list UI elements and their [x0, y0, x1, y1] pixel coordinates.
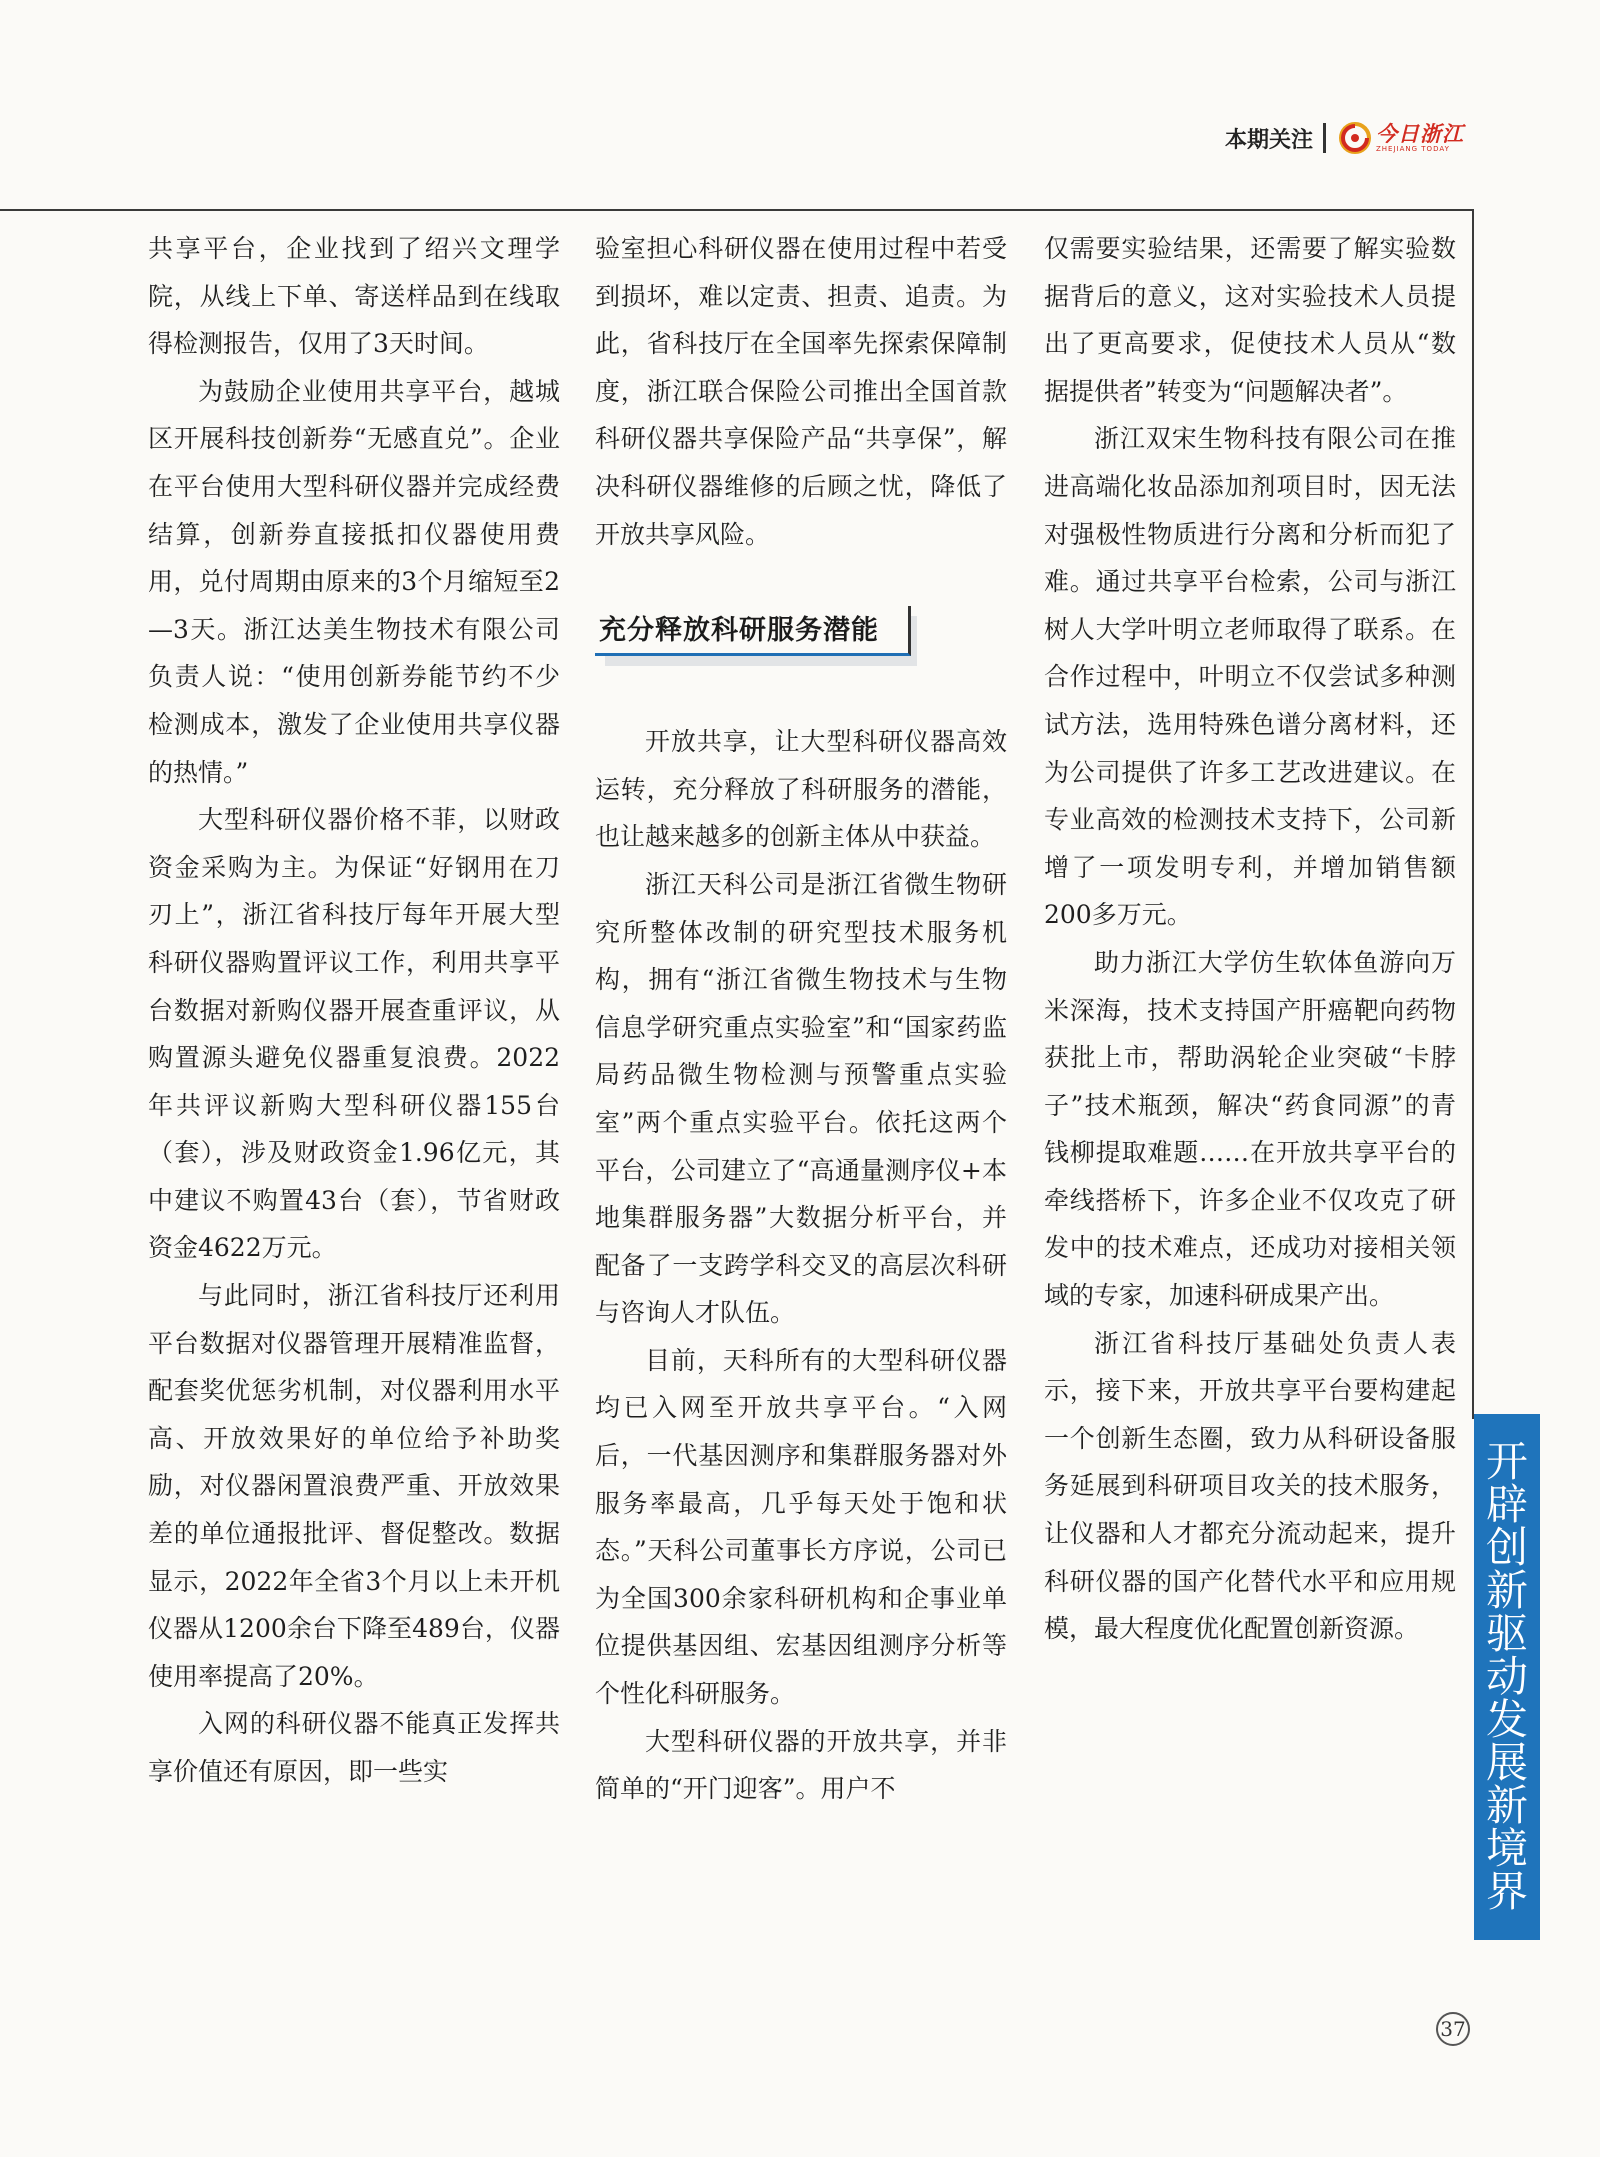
logo-english-text: ZHEJIANG TODAY — [1376, 145, 1450, 153]
paragraph: 浙江天科公司是浙江省微生物研究所整体改制的研究型技术服务机构，拥有“浙江省微生物技术与生物信息学研究重点实验室”和“国家药监局药品微生物检测与预警重点实验室”两个重点实验平台。依托这两个平台，公司建立了“高通量测序仪+本地集群服务器”大数据分析平台，并配备了一支跨学科交叉的高层次科研与咨询人才队伍。 — [595, 869, 1007, 1328]
header-divider — [1323, 123, 1326, 153]
magazine-logo — [1338, 121, 1464, 155]
paragraph: 为鼓励企业使用共享平台，越城区开展科技创新券“无感直兑”。企业在平台使用大型科研仪器并完成经费结算，创新券直接抵扣仪器使用费用，兑付周期由原来的3个月缩短至2—3天。浙江达美生物技术有限公司负责人说：“使用创新券能节约不少检测成本，激发了企业使用共享仪器的热情。” — [148, 376, 560, 787]
logo-swirl-icon — [1338, 121, 1372, 155]
top-rule — [0, 209, 1474, 211]
text-column-3 — [1044, 225, 1456, 1955]
text-column-1 — [148, 225, 560, 1955]
paragraph: 验室担心科研仪器在使用过程中若受到损坏，难以定责、担责、追责。为此，省科技厅在全国率先探索保障制度，浙江联合保险公司推出全国首款科研仪器共享保险产品“共享保”，解决科研仪器维修的后顾之忧，降低了开放共享风险。 — [595, 234, 1007, 549]
page-header — [1225, 118, 1464, 158]
paragraph: 大型科研仪器的开放共享，并非简单的“开门迎客”。用户不 — [595, 1726, 1007, 1804]
right-rule — [1472, 209, 1474, 1419]
text-column-2 — [595, 225, 1007, 1955]
subheading: 充分释放科研服务潜能 — [599, 615, 879, 647]
paragraph: 大型科研仪器价格不菲，以财政资金采购为主。为保证“好钢用在刀刃上”，浙江省科技厅每年开展大型科研仪器购置评议工作，利用共享平台数据对新购仪器开展查重评议，从购置源头避免仪器重复浪费。2022年共评议新购大型科研仪器155台（套），涉及财政资金1.96亿元，其中建议不购置43台（套），节省财政资金4622万元。 — [148, 805, 560, 1263]
paragraph: 目前，天科所有的大型科研仪器均已入网至开放共享平台。“入网后，一代基因测序和集群服务器对外服务率最高，几乎每天处于饱和状态。”天科公司董事长方序说，公司已为全国300余家科研机构和企事业单位提供基因组、宏基因组测序分析等个性化科研服务。 — [595, 1345, 1007, 1709]
side-tab-title: 开 辟 创 新 驱 动 发 展 新 境 界 — [1485, 1437, 1528, 1916]
paragraph: 助力浙江大学仿生软体鱼游向万米深海，技术支持国产肝癌靶向药物获批上市，帮助涡轮企业突破“卡脖子”技术瓶颈，解决“药食同源”的青钱柳提取难题……在开放共享平台的牵线搭桥下，许多企业不仅攻克了研发中的技术难点，还成功对接相关领域的专家，加速科研成果产出。 — [1044, 947, 1456, 1311]
paragraph: 浙江双宋生物科技有限公司在推进高端化妆品添加剂项目时，因无法对强极性物质进行分离和分析而犯了难。通过共享平台检索，公司与浙江树人大学叶明立老师取得了联系。在合作过程中，叶明立不仅尝试多种测试方法，选用特殊色谱分离材料，还为公司提供了许多工艺改进建议。在专业高效的检测技术支持下，公司新增了一项发明专利，并增加销售额200多万元。 — [1044, 424, 1456, 930]
subheading-box — [595, 606, 925, 664]
paragraph: 仅需要实验结果，还需要了解实验数据背后的意义，这对实验技术人员提出了更高要求，促使技术人员从“数据提供者”转变为“问题解决者”。 — [1044, 234, 1456, 406]
paragraph: 与此同时，浙江省科技厅还利用平台数据对仪器管理开展精准监督，配套奖优惩劣机制，对仪器利用水平高、开放效果好的单位给予补助奖励，对仪器闲置浪费严重、开放效果差的单位通报批评、督促整改。数据显示，2022年全省3个月以上未开机仪器从1200余台下降至489台，仪器使用率提高了20%。 — [148, 1281, 560, 1691]
paragraph: 共享平台，企业找到了绍兴文理学院，从线上下单、寄送样品到在线取得检测报告，仅用了3天时间。 — [148, 234, 560, 359]
section-side-tab — [1474, 1414, 1540, 1940]
section-label: 本期关注 — [1224, 127, 1313, 153]
paragraph: 开放共享，让大型科研仪器高效运转，充分释放了科研服务的潜能，也让越来越多的创新主体从中获益。 — [595, 727, 1007, 852]
logo-chinese-text: 今日浙江 — [1376, 121, 1464, 146]
paragraph: 浙江省科技厅基础处负责人表示，接下来，开放共享平台要构建起一个创新生态圈，致力从科研设备服务延展到科研项目攻关的技术服务，让仪器和人才都充分流动起来，提升科研仪器的国产化替代水平和应用规模，最大程度优化配置创新资源。 — [1044, 1328, 1456, 1644]
paragraph: 入网的科研仪器不能真正发挥共享价值还有原因，即一些实 — [148, 1709, 560, 1786]
page-number: 37 — [1436, 2012, 1470, 2046]
